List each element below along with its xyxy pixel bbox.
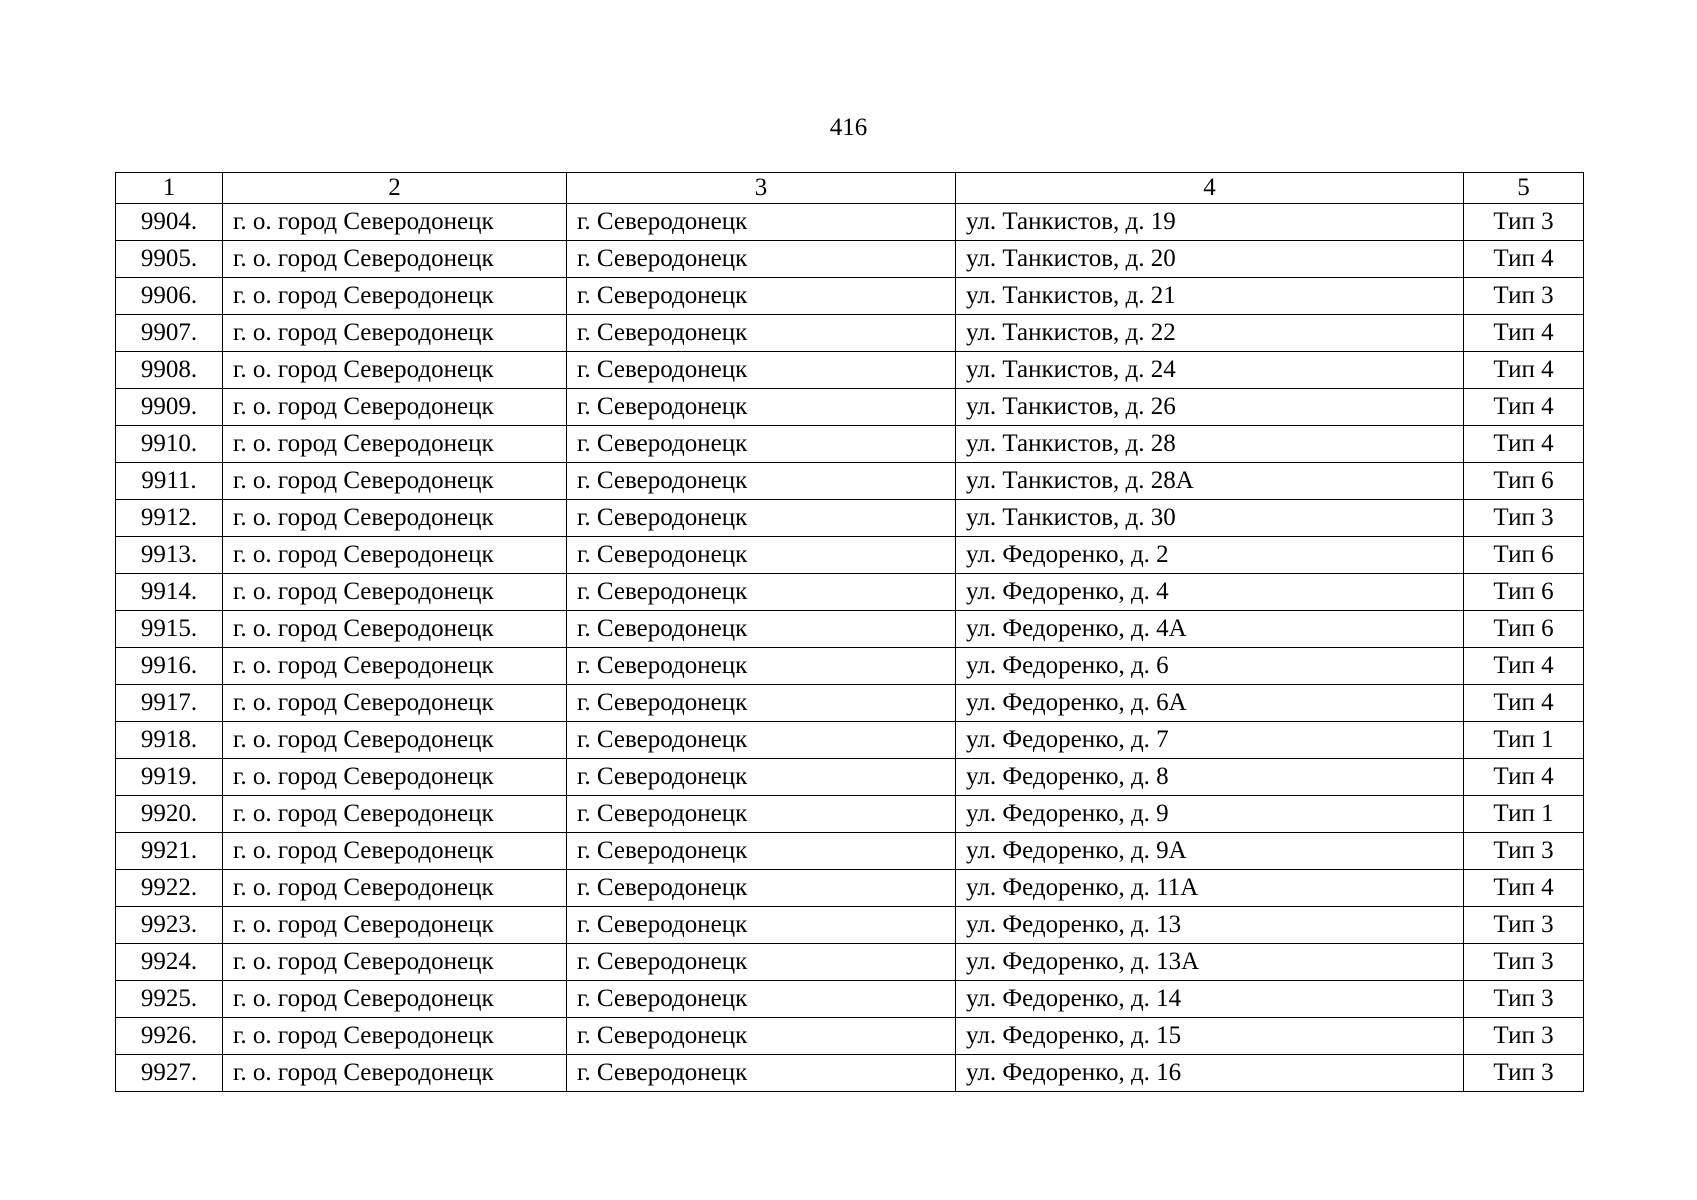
table-row xyxy=(116,500,1584,537)
row-number-cell: 9924. xyxy=(116,944,223,981)
table-row xyxy=(116,278,1584,315)
street-address-cell: ул. Танкистов, д. 21 xyxy=(956,278,1464,315)
settlement-cell: г. Северодонецк xyxy=(567,426,956,463)
street-address-cell: ул. Танкистов, д. 28 xyxy=(956,426,1464,463)
building-type-cell: Тип 6 xyxy=(1464,611,1584,648)
municipal-district-cell: г. о. город Северодонецк xyxy=(223,278,567,315)
municipal-district-cell: г. о. город Северодонецк xyxy=(223,1055,567,1092)
row-number-cell: 9908. xyxy=(116,352,223,389)
building-type-cell: Тип 6 xyxy=(1464,574,1584,611)
building-type-cell: Тип 3 xyxy=(1464,204,1584,241)
municipal-district-cell: г. о. город Северодонецк xyxy=(223,463,567,500)
municipal-district-cell: г. о. город Северодонецк xyxy=(223,796,567,833)
building-type-cell: Тип 1 xyxy=(1464,722,1584,759)
table-row xyxy=(116,1055,1584,1092)
municipal-district-cell: г. о. город Северодонецк xyxy=(223,833,567,870)
row-number-cell: 9914. xyxy=(116,574,223,611)
municipal-district-cell: г. о. город Северодонецк xyxy=(223,648,567,685)
settlement-cell: г. Северодонецк xyxy=(567,722,956,759)
building-type-cell: Тип 3 xyxy=(1464,278,1584,315)
row-number-cell: 9912. xyxy=(116,500,223,537)
settlement-cell: г. Северодонецк xyxy=(567,1018,956,1055)
building-type-cell: Тип 3 xyxy=(1464,1018,1584,1055)
building-type-cell: Тип 4 xyxy=(1464,759,1584,796)
street-address-cell: ул. Танкистов, д. 28А xyxy=(956,463,1464,500)
building-type-cell: Тип 4 xyxy=(1464,685,1584,722)
municipal-district-cell: г. о. город Северодонецк xyxy=(223,1018,567,1055)
settlement-cell: г. Северодонецк xyxy=(567,241,956,278)
row-number-cell: 9909. xyxy=(116,389,223,426)
street-address-cell: ул. Федоренко, д. 13 xyxy=(956,907,1464,944)
table-row xyxy=(116,981,1584,1018)
building-type-cell: Тип 3 xyxy=(1464,833,1584,870)
street-address-cell: ул. Танкистов, д. 22 xyxy=(956,315,1464,352)
municipal-district-cell: г. о. город Северодонецк xyxy=(223,574,567,611)
building-type-cell: Тип 4 xyxy=(1464,648,1584,685)
table-row xyxy=(116,759,1584,796)
settlement-cell: г. Северодонецк xyxy=(567,389,956,426)
street-address-cell: ул. Танкистов, д. 24 xyxy=(956,352,1464,389)
settlement-cell: г. Северодонецк xyxy=(567,944,956,981)
street-address-cell: ул. Федоренко, д. 7 xyxy=(956,722,1464,759)
municipal-district-cell: г. о. город Северодонецк xyxy=(223,315,567,352)
row-number-cell: 9918. xyxy=(116,722,223,759)
building-type-cell: Тип 3 xyxy=(1464,1055,1584,1092)
street-address-cell: ул. Федоренко, д. 4 xyxy=(956,574,1464,611)
column-header-5: 5 xyxy=(1464,173,1584,204)
municipal-district-cell: г. о. город Северодонецк xyxy=(223,944,567,981)
settlement-cell: г. Северодонецк xyxy=(567,500,956,537)
municipal-district-cell: г. о. город Северодонецк xyxy=(223,685,567,722)
street-address-cell: ул. Федоренко, д. 16 xyxy=(956,1055,1464,1092)
table-row xyxy=(116,315,1584,352)
street-address-cell: ул. Федоренко, д. 9А xyxy=(956,833,1464,870)
settlement-cell: г. Северодонецк xyxy=(567,870,956,907)
street-address-cell: ул. Танкистов, д. 26 xyxy=(956,389,1464,426)
table-row xyxy=(116,389,1584,426)
building-type-cell: Тип 4 xyxy=(1464,870,1584,907)
settlement-cell: г. Северодонецк xyxy=(567,352,956,389)
column-header-1: 1 xyxy=(116,173,223,204)
building-type-cell: Тип 4 xyxy=(1464,426,1584,463)
street-address-cell: ул. Федоренко, д. 15 xyxy=(956,1018,1464,1055)
row-number-cell: 9910. xyxy=(116,426,223,463)
row-number-cell: 9905. xyxy=(116,241,223,278)
building-type-cell: Тип 4 xyxy=(1464,389,1584,426)
row-number-cell: 9926. xyxy=(116,1018,223,1055)
address-table xyxy=(115,172,1584,1092)
settlement-cell: г. Северодонецк xyxy=(567,611,956,648)
row-number-cell: 9925. xyxy=(116,981,223,1018)
table-row xyxy=(116,722,1584,759)
table-row xyxy=(116,685,1584,722)
street-address-cell: ул. Федоренко, д. 4А xyxy=(956,611,1464,648)
table-row xyxy=(116,204,1584,241)
column-header-3: 3 xyxy=(567,173,956,204)
building-type-cell: Тип 3 xyxy=(1464,907,1584,944)
municipal-district-cell: г. о. город Северодонецк xyxy=(223,241,567,278)
column-header-2: 2 xyxy=(223,173,567,204)
table-row xyxy=(116,796,1584,833)
municipal-district-cell: г. о. город Северодонецк xyxy=(223,204,567,241)
table-row xyxy=(116,426,1584,463)
municipal-district-cell: г. о. город Северодонецк xyxy=(223,870,567,907)
table-row xyxy=(116,611,1584,648)
municipal-district-cell: г. о. город Северодонецк xyxy=(223,500,567,537)
building-type-cell: Тип 6 xyxy=(1464,537,1584,574)
header-row xyxy=(116,173,1584,204)
row-number-cell: 9906. xyxy=(116,278,223,315)
table-row xyxy=(116,833,1584,870)
table-row xyxy=(116,648,1584,685)
street-address-cell: ул. Федоренко, д. 13А xyxy=(956,944,1464,981)
street-address-cell: ул. Танкистов, д. 20 xyxy=(956,241,1464,278)
table-row xyxy=(116,537,1584,574)
row-number-cell: 9922. xyxy=(116,870,223,907)
table-row xyxy=(116,907,1584,944)
table-row xyxy=(116,944,1584,981)
settlement-cell: г. Северодонецк xyxy=(567,463,956,500)
building-type-cell: Тип 4 xyxy=(1464,241,1584,278)
row-number-cell: 9907. xyxy=(116,315,223,352)
building-type-cell: Тип 4 xyxy=(1464,352,1584,389)
table-row xyxy=(116,241,1584,278)
municipal-district-cell: г. о. город Северодонецк xyxy=(223,907,567,944)
street-address-cell: ул. Федоренко, д. 2 xyxy=(956,537,1464,574)
municipal-district-cell: г. о. город Северодонецк xyxy=(223,537,567,574)
building-type-cell: Тип 6 xyxy=(1464,463,1584,500)
street-address-cell: ул. Танкистов, д. 30 xyxy=(956,500,1464,537)
table-body xyxy=(116,204,1584,1092)
municipal-district-cell: г. о. город Северодонецк xyxy=(223,722,567,759)
street-address-cell: ул. Федоренко, д. 11А xyxy=(956,870,1464,907)
row-number-cell: 9927. xyxy=(116,1055,223,1092)
municipal-district-cell: г. о. город Северодонецк xyxy=(223,759,567,796)
municipal-district-cell: г. о. город Северодонецк xyxy=(223,981,567,1018)
building-type-cell: Тип 3 xyxy=(1464,500,1584,537)
municipal-district-cell: г. о. город Северодонецк xyxy=(223,352,567,389)
building-type-cell: Тип 1 xyxy=(1464,796,1584,833)
settlement-cell: г. Северодонецк xyxy=(567,315,956,352)
settlement-cell: г. Северодонецк xyxy=(567,759,956,796)
row-number-cell: 9923. xyxy=(116,907,223,944)
municipal-district-cell: г. о. город Северодонецк xyxy=(223,611,567,648)
street-address-cell: ул. Федоренко, д. 6А xyxy=(956,685,1464,722)
row-number-cell: 9904. xyxy=(116,204,223,241)
building-type-cell: Тип 3 xyxy=(1464,944,1584,981)
page-number: 416 xyxy=(829,114,868,141)
settlement-cell: г. Северодонецк xyxy=(567,907,956,944)
row-number-cell: 9916. xyxy=(116,648,223,685)
street-address-cell: ул. Федоренко, д. 9 xyxy=(956,796,1464,833)
settlement-cell: г. Северодонецк xyxy=(567,981,956,1018)
settlement-cell: г. Северодонецк xyxy=(567,833,956,870)
settlement-cell: г. Северодонецк xyxy=(567,537,956,574)
row-number-cell: 9913. xyxy=(116,537,223,574)
row-number-cell: 9919. xyxy=(116,759,223,796)
street-address-cell: ул. Федоренко, д. 8 xyxy=(956,759,1464,796)
settlement-cell: г. Северодонецк xyxy=(567,204,956,241)
settlement-cell: г. Северодонецк xyxy=(567,685,956,722)
table-row xyxy=(116,1018,1584,1055)
row-number-cell: 9915. xyxy=(116,611,223,648)
table-row xyxy=(116,574,1584,611)
municipal-district-cell: г. о. город Северодонецк xyxy=(223,426,567,463)
settlement-cell: г. Северодонецк xyxy=(567,1055,956,1092)
row-number-cell: 9917. xyxy=(116,685,223,722)
row-number-cell: 9920. xyxy=(116,796,223,833)
settlement-cell: г. Северодонецк xyxy=(567,796,956,833)
row-number-cell: 9921. xyxy=(116,833,223,870)
street-address-cell: ул. Федоренко, д. 14 xyxy=(956,981,1464,1018)
table-row xyxy=(116,352,1584,389)
table-row xyxy=(116,870,1584,907)
street-address-cell: ул. Федоренко, д. 6 xyxy=(956,648,1464,685)
table-row xyxy=(116,463,1584,500)
settlement-cell: г. Северодонецк xyxy=(567,278,956,315)
settlement-cell: г. Северодонецк xyxy=(567,574,956,611)
row-number-cell: 9911. xyxy=(116,463,223,500)
street-address-cell: ул. Танкистов, д. 19 xyxy=(956,204,1464,241)
table-header xyxy=(116,173,1584,204)
settlement-cell: г. Северодонецк xyxy=(567,648,956,685)
municipal-district-cell: г. о. город Северодонецк xyxy=(223,389,567,426)
building-type-cell: Тип 3 xyxy=(1464,981,1584,1018)
column-header-4: 4 xyxy=(956,173,1464,204)
building-type-cell: Тип 4 xyxy=(1464,315,1584,352)
